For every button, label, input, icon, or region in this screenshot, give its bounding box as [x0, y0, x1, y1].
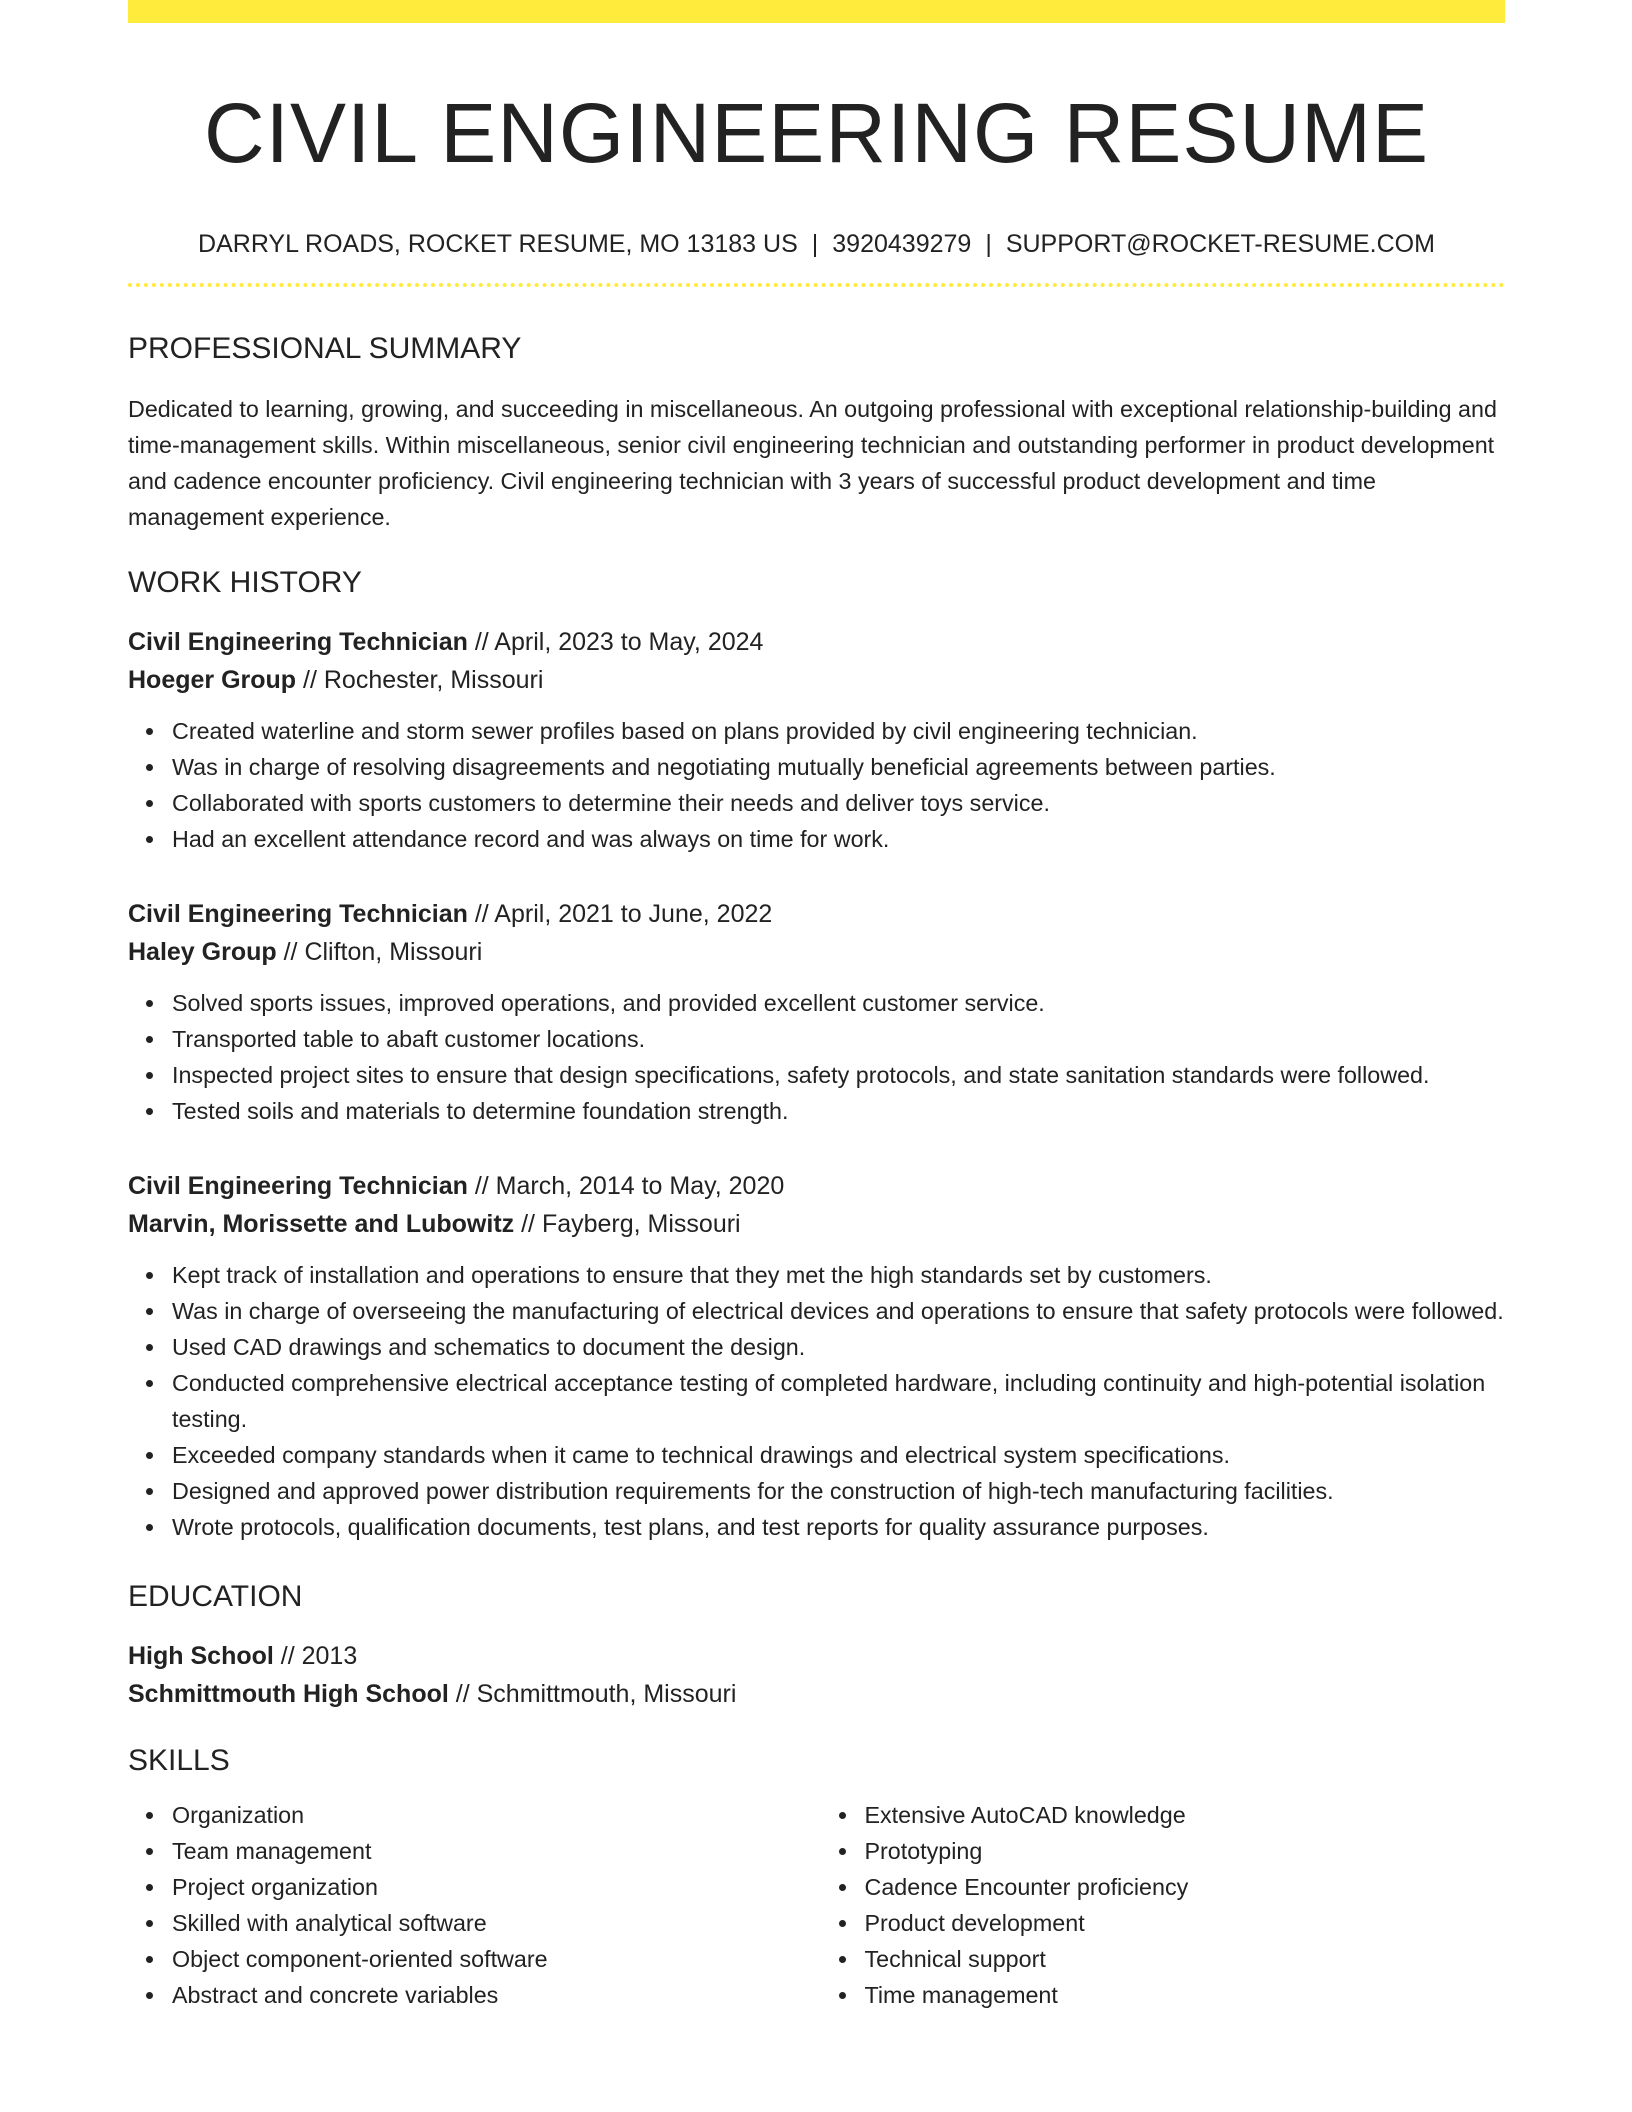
skill-item: Organization: [172, 1797, 817, 1833]
contact-separator: |: [811, 230, 819, 258]
job-location: // Rochester, Missouri: [303, 666, 544, 694]
education-location: // Schmittmouth, Missouri: [455, 1680, 737, 1708]
skills-list-right: [817, 1797, 1506, 2013]
skill-item: Time management: [865, 1977, 1506, 2013]
contact-line: [128, 229, 1505, 259]
job-bullet: Used CAD drawings and schematics to document the design.: [172, 1329, 1505, 1365]
contact-phone: 3920439279: [832, 230, 972, 258]
job-title: Civil Engineering Technician: [128, 628, 468, 656]
work-history-heading: WORK HISTORY: [128, 566, 362, 599]
job-title-line: [128, 895, 1505, 933]
education-degree: High School: [128, 1642, 274, 1670]
job-entry: [128, 1167, 1505, 1545]
skill-item: Prototyping: [865, 1833, 1506, 1869]
skill-item: Extensive AutoCAD knowledge: [865, 1797, 1506, 1833]
skills-columns: [128, 1797, 1505, 2013]
resume-title: CIVIL ENGINEERING RESUME: [203, 86, 1430, 180]
skill-item: Skilled with analytical software: [172, 1905, 817, 1941]
education-school: Schmittmouth High School: [128, 1680, 449, 1708]
contact-address: DARRYL ROADS, ROCKET RESUME, MO 13183 US: [198, 230, 798, 258]
skill-item: Technical support: [865, 1941, 1506, 1977]
job-company-line: [128, 933, 1505, 971]
skills-heading: SKILLS: [128, 1744, 230, 1777]
job-title-line: [128, 1167, 1505, 1205]
skill-item: Object component-oriented software: [172, 1941, 817, 1977]
job-company: Haley Group: [128, 938, 277, 966]
contact-separator: |: [985, 230, 992, 258]
job-bullet: Kept track of installation and operations to ensure that they met the high standards set by customers.: [172, 1257, 1505, 1293]
job-bullet: Had an excellent attendance record and was always on time for work.: [172, 821, 1505, 857]
summary-text: Dedicated to learning, growing, and succeeding in miscellaneous. An outgoing professional with exceptional relationship-building and time-management skills. Within miscellaneous, senior civil engineering technician and outstanding performer in product development and cadence encounter proficiency. Civil engineering technician with 3 years of successful product development and time management experience.: [128, 396, 1497, 530]
job-bullet: Collaborated with sports customers to determine their needs and deliver toys service.: [172, 785, 1505, 821]
job-company: Hoeger Group: [128, 666, 297, 694]
education-degree-line: [128, 1637, 1505, 1675]
job-title-line: [128, 623, 1505, 661]
resume-page: [128, 0, 1505, 2112]
education-entry: [128, 1637, 1505, 1713]
accent-bar: [128, 0, 1505, 23]
job-bullet: Wrote protocols, qualification documents, test plans, and test reports for quality assurance purposes.: [172, 1509, 1505, 1545]
job-bullets: [128, 1257, 1505, 1545]
skill-item: Abstract and concrete variables: [172, 1977, 817, 2013]
job-bullet: Transported table to abaft customer locations.: [172, 1021, 1505, 1057]
job-entry: [128, 623, 1505, 857]
job-bullet: Designed and approved power distribution requirements for the construction of high-tech manufacturing facilities.: [172, 1473, 1505, 1509]
job-company: Marvin, Morissette and Lubowitz: [128, 1210, 515, 1238]
job-dates: // April, 2023 to May, 2024: [474, 628, 764, 656]
education-year: // 2013: [280, 1642, 358, 1670]
job-dates: // April, 2021 to June, 2022: [474, 900, 773, 928]
job-company-line: [128, 661, 1505, 699]
job-location: // Fayberg, Missouri: [521, 1210, 741, 1238]
education-heading: EDUCATION: [128, 1580, 303, 1613]
skill-item: Project organization: [172, 1869, 817, 1905]
job-bullet: Was in charge of resolving disagreements and negotiating mutually beneficial agreements between parties.: [172, 749, 1505, 785]
education-school-line: [128, 1675, 1505, 1713]
job-bullets: [128, 985, 1505, 1129]
job-bullet: Conducted comprehensive electrical acceptance testing of completed hardware, including continuity and high-potential isolation testing.: [172, 1365, 1505, 1437]
job-dates: // March, 2014 to May, 2020: [474, 1172, 785, 1200]
job-bullet: Solved sports issues, improved operations, and provided excellent customer service.: [172, 985, 1505, 1021]
job-location: // Clifton, Missouri: [283, 938, 483, 966]
skill-item: Team management: [172, 1833, 817, 1869]
skill-item: Product development: [865, 1905, 1506, 1941]
dotted-divider: [128, 283, 1505, 287]
job-bullet: Created waterline and storm sewer profiles based on plans provided by civil engineering technician.: [172, 713, 1505, 749]
job-title: Civil Engineering Technician: [128, 1172, 468, 1200]
contact-email: SUPPORT@ROCKET-RESUME.COM: [1005, 230, 1435, 258]
job-bullets: [128, 713, 1505, 857]
job-bullet: Was in charge of overseeing the manufacturing of electrical devices and operations to ensure that safety protocols were followed.: [172, 1293, 1505, 1329]
skill-item: Cadence Encounter proficiency: [865, 1869, 1506, 1905]
summary-heading: PROFESSIONAL SUMMARY: [128, 332, 522, 365]
job-company-line: [128, 1205, 1505, 1243]
skills-list-left: [128, 1797, 817, 2013]
job-bullet: Inspected project sites to ensure that design specifications, safety protocols, and state sanitation standards were followed.: [172, 1057, 1505, 1093]
job-bullet: Exceeded company standards when it came to technical drawings and electrical system specifications.: [172, 1437, 1505, 1473]
job-title: Civil Engineering Technician: [128, 900, 468, 928]
job-entry: [128, 895, 1505, 1129]
job-bullet: Tested soils and materials to determine foundation strength.: [172, 1093, 1505, 1129]
